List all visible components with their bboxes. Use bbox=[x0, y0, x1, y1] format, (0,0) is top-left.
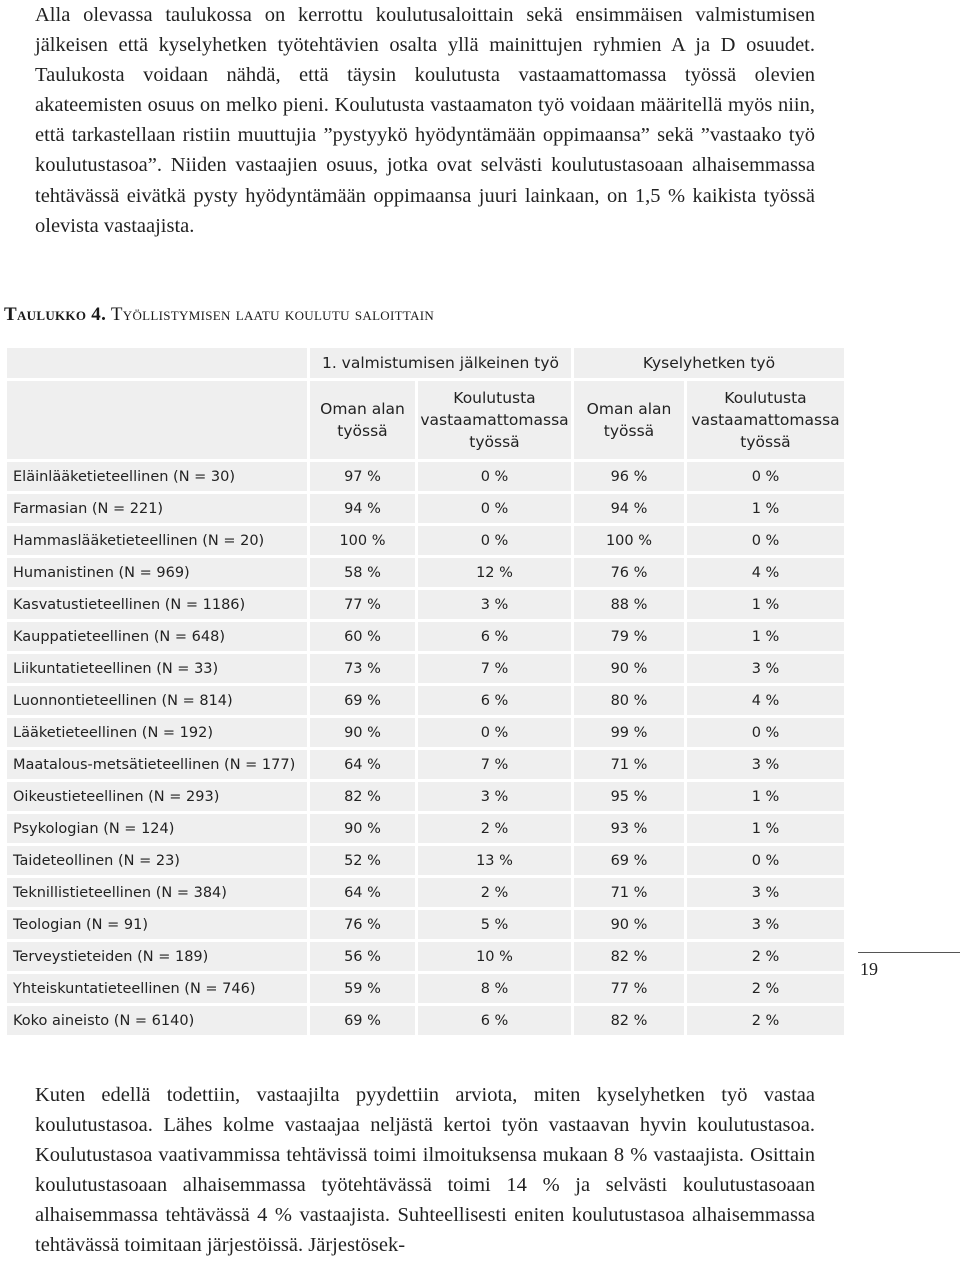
table-cell: 58 % bbox=[310, 558, 415, 587]
table-cell: 6 % bbox=[418, 622, 571, 651]
row-label: Humanistinen (N = 969) bbox=[7, 558, 307, 587]
table-cell: 99 % bbox=[574, 718, 684, 747]
table-cell: 10 % bbox=[418, 942, 571, 971]
row-label: Hammaslääketieteellinen (N = 20) bbox=[7, 526, 307, 555]
table-row bbox=[7, 1006, 844, 1035]
table-caption-title: Työllistymisen laatu koulutu saloittain bbox=[110, 304, 435, 325]
table-cell: 6 % bbox=[418, 686, 571, 715]
row-label: Kauppatieteellinen (N = 648) bbox=[7, 622, 307, 651]
table-cell: 0 % bbox=[687, 462, 844, 491]
results-table bbox=[4, 345, 847, 1038]
table-cell: 8 % bbox=[418, 974, 571, 1003]
table-cell: 2 % bbox=[687, 974, 844, 1003]
table-cell: 0 % bbox=[687, 526, 844, 555]
table-cell: 80 % bbox=[574, 686, 684, 715]
row-label: Lääketieteellinen (N = 192) bbox=[7, 718, 307, 747]
table-cell: 69 % bbox=[574, 846, 684, 875]
table-row bbox=[7, 910, 844, 939]
row-label: Farmasian (N = 221) bbox=[7, 494, 307, 523]
table-cell: 12 % bbox=[418, 558, 571, 587]
column-header-line: Koulutusta bbox=[453, 389, 536, 407]
table-cell: 71 % bbox=[574, 750, 684, 779]
column-header bbox=[418, 381, 571, 459]
row-label: Teknillistieteellinen (N = 384) bbox=[7, 878, 307, 907]
table-row bbox=[7, 974, 844, 1003]
column-header-line: työssä bbox=[603, 422, 655, 440]
table-cell: 90 % bbox=[574, 910, 684, 939]
column-header-line: vastaamattomassa bbox=[691, 411, 840, 429]
table-cell: 82 % bbox=[310, 782, 415, 811]
table-sub-header-row bbox=[7, 381, 844, 459]
row-label: Oikeustieteellinen (N = 293) bbox=[7, 782, 307, 811]
table-cell: 94 % bbox=[574, 494, 684, 523]
table-cell: 1 % bbox=[687, 814, 844, 843]
table-row bbox=[7, 942, 844, 971]
table-cell: 3 % bbox=[418, 590, 571, 619]
table-cell: 13 % bbox=[418, 846, 571, 875]
table-cell: 97 % bbox=[310, 462, 415, 491]
row-label: Kasvatustieteellinen (N = 1186) bbox=[7, 590, 307, 619]
table-cell: 1 % bbox=[687, 782, 844, 811]
table-cell: 82 % bbox=[574, 942, 684, 971]
table-cell: 64 % bbox=[310, 750, 415, 779]
table-corner-cell bbox=[7, 348, 307, 378]
table-row bbox=[7, 462, 844, 491]
column-header bbox=[310, 381, 415, 459]
table-cell: 88 % bbox=[574, 590, 684, 619]
row-label: Yhteiskuntatieteellinen (N = 746) bbox=[7, 974, 307, 1003]
table-cell: 1 % bbox=[687, 494, 844, 523]
table-cell: 1 % bbox=[687, 590, 844, 619]
table-body bbox=[7, 462, 844, 1035]
row-label: Teologian (N = 91) bbox=[7, 910, 307, 939]
table-row bbox=[7, 590, 844, 619]
table-row bbox=[7, 494, 844, 523]
table-cell: 2 % bbox=[687, 942, 844, 971]
row-label: Liikuntatieteellinen (N = 33) bbox=[7, 654, 307, 683]
table-cell: 64 % bbox=[310, 878, 415, 907]
table-cell: 0 % bbox=[418, 718, 571, 747]
table-cell: 2 % bbox=[418, 814, 571, 843]
table-cell: 0 % bbox=[687, 718, 844, 747]
column-header-line: vastaamattomassa bbox=[420, 411, 569, 429]
table-cell: 3 % bbox=[687, 910, 844, 939]
column-header-line: työssä bbox=[740, 433, 791, 451]
table-cell: 52 % bbox=[310, 846, 415, 875]
table-cell: 60 % bbox=[310, 622, 415, 651]
table-group-header-row bbox=[7, 348, 844, 378]
table-cell: 77 % bbox=[310, 590, 415, 619]
row-label: Taideteollinen (N = 23) bbox=[7, 846, 307, 875]
table-corner-cell-sub bbox=[7, 381, 307, 459]
table-cell: 4 % bbox=[687, 558, 844, 587]
row-label: Maatalous-metsätieteellinen (N = 177) bbox=[7, 750, 307, 779]
table-cell: 90 % bbox=[574, 654, 684, 683]
table-cell: 71 % bbox=[574, 878, 684, 907]
table-caption-number: Taulukko 4. bbox=[4, 304, 107, 325]
table-cell: 82 % bbox=[574, 1006, 684, 1035]
table-cell: 3 % bbox=[418, 782, 571, 811]
table-caption bbox=[4, 304, 434, 326]
table-cell: 0 % bbox=[418, 462, 571, 491]
table-cell: 77 % bbox=[574, 974, 684, 1003]
column-header-line: Oman alan bbox=[586, 400, 672, 418]
table-cell: 93 % bbox=[574, 814, 684, 843]
column-header-line: Oman alan bbox=[320, 400, 405, 418]
group-header-first-job: 1. valmistumisen jälkeinen työ bbox=[310, 348, 571, 378]
table-cell: 7 % bbox=[418, 654, 571, 683]
intro-paragraph: Alla olevassa taulukossa on kerrottu koulutusaloittain sekä ensimmäisen valmistumisen jälkeisen että kyselyhetken työtehtävien osalta yllä mainittujen ryhmien A ja D osuudet. Taulukosta voidaan nähdä, että täysin koulutusta vastaamattomassa työssä olevien akateemisten osuus on melko pieni. Koulutusta vastaamaton työ voidaan määritellä myös niin, että tarkastellaan ristiin muuttujia ”pystyykö hyödyntämään oppimaansa” sekä ”vastaako työ koulutustasoa”. Niiden vastaajien osuus, jotka ovat selvästi koulutustasoaan alhaisemmassa tehtävässä eivätkä pysty hyödyntämään oppimaansa juuri lainkaan, on 1,5 % kaikista työssä olevista vastaajista. bbox=[35, 4, 815, 237]
table-row bbox=[7, 846, 844, 875]
table-row bbox=[7, 654, 844, 683]
row-label: Terveystieteiden (N = 189) bbox=[7, 942, 307, 971]
table-cell: 5 % bbox=[418, 910, 571, 939]
table-cell: 76 % bbox=[310, 910, 415, 939]
table-cell: 79 % bbox=[574, 622, 684, 651]
table-cell: 90 % bbox=[310, 718, 415, 747]
column-header-line: työssä bbox=[469, 433, 520, 451]
table-cell: 0 % bbox=[418, 526, 571, 555]
table-cell: 3 % bbox=[687, 750, 844, 779]
row-label: Luonnontieteellinen (N = 814) bbox=[7, 686, 307, 715]
table-cell: 56 % bbox=[310, 942, 415, 971]
table-cell: 2 % bbox=[687, 1006, 844, 1035]
table-cell: 1 % bbox=[687, 622, 844, 651]
table-cell: 0 % bbox=[687, 846, 844, 875]
table-row bbox=[7, 526, 844, 555]
row-label: Koko aineisto (N = 6140) bbox=[7, 1006, 307, 1035]
row-label: Eläinlääketieteellinen (N = 30) bbox=[7, 462, 307, 491]
table-cell: 3 % bbox=[687, 878, 844, 907]
table-cell: 76 % bbox=[574, 558, 684, 587]
table-cell: 4 % bbox=[687, 686, 844, 715]
table-cell: 2 % bbox=[418, 878, 571, 907]
page-number: 19 bbox=[858, 952, 960, 980]
column-header-line: työssä bbox=[337, 422, 388, 440]
column-header bbox=[574, 381, 684, 459]
table-cell: 96 % bbox=[574, 462, 684, 491]
column-header-line: Koulutusta bbox=[724, 389, 807, 407]
table-cell: 0 % bbox=[418, 494, 571, 523]
table-cell: 6 % bbox=[418, 1006, 571, 1035]
table-row bbox=[7, 558, 844, 587]
table-cell: 95 % bbox=[574, 782, 684, 811]
table-row bbox=[7, 622, 844, 651]
table-row bbox=[7, 782, 844, 811]
table-cell: 69 % bbox=[310, 686, 415, 715]
table-cell: 100 % bbox=[574, 526, 684, 555]
outro-paragraph: Kuten edellä todettiin, vastaajilta pyydettiin arviota, miten kyselyhetken työ vastaa koulutustasoa. Lähes kolme vastaajaa neljästä kertoi työn vastaavan hyvin koulutustasoa. Koulutustasoa vaativammissa tehtävissä toimi ilmoituksensa mukaan 8 % vastaajista. Osittain koulutustasoaan alhaisemmassa työtehtävässä toimi 14 % ja selvästi koulutustasoaan alhaisemmassa tehtävässä 4 % vastaajista. Suhteellisesti eniten koulutustasoa alhaisemmassa tehtävässä toimitaan järjestöissä. Järjestösek- bbox=[35, 1084, 815, 1257]
table-row bbox=[7, 814, 844, 843]
table-cell: 100 % bbox=[310, 526, 415, 555]
table-row bbox=[7, 878, 844, 907]
row-label: Psykologian (N = 124) bbox=[7, 814, 307, 843]
table-cell: 3 % bbox=[687, 654, 844, 683]
table-row bbox=[7, 686, 844, 715]
table-cell: 90 % bbox=[310, 814, 415, 843]
table-cell: 94 % bbox=[310, 494, 415, 523]
table-cell: 7 % bbox=[418, 750, 571, 779]
table-cell: 69 % bbox=[310, 1006, 415, 1035]
table-row bbox=[7, 750, 844, 779]
table-cell: 73 % bbox=[310, 654, 415, 683]
table-row bbox=[7, 718, 844, 747]
table-cell: 59 % bbox=[310, 974, 415, 1003]
column-header bbox=[687, 381, 844, 459]
group-header-survey-job: Kyselyhetken työ bbox=[574, 348, 844, 378]
